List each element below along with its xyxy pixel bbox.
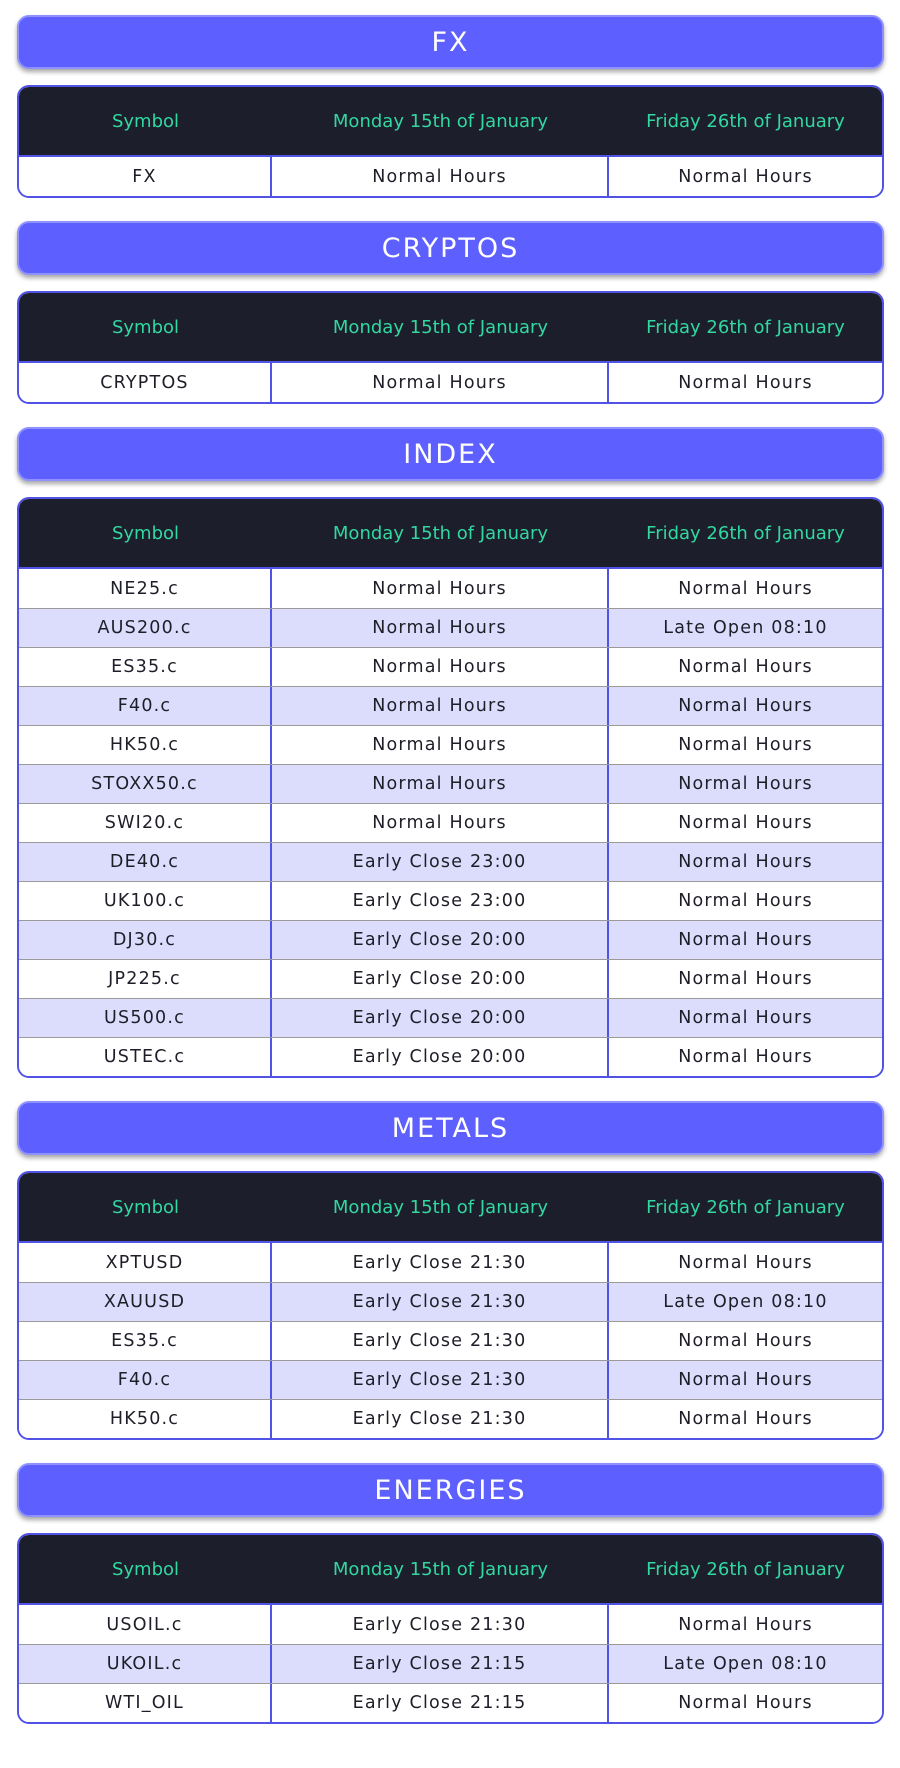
- table-row: [19, 686, 882, 725]
- section-spacer: [17, 404, 884, 427]
- section-spacer: [17, 1440, 884, 1463]
- symbol-cell: USOIL.c: [19, 1605, 272, 1644]
- friday-hours-cell: Normal Hours: [678, 813, 813, 833]
- friday-hours-cell: Normal Hours: [678, 657, 813, 677]
- table-row: [19, 920, 882, 959]
- monday-hours-cell: Normal Hours: [272, 648, 609, 686]
- friday-hours-cell: Normal Hours: [678, 735, 813, 755]
- table-row: [19, 881, 882, 920]
- symbol-cell: DJ30.c: [19, 921, 272, 959]
- schedule-table: [17, 85, 884, 198]
- monday-hours-cell: Normal Hours: [272, 726, 609, 764]
- table-row: [19, 1360, 882, 1399]
- symbol-cell: CRYPTOS: [19, 363, 272, 402]
- monday-hours-cell: Early Close 23:00: [272, 843, 609, 881]
- symbol-cell: SWI20.c: [19, 804, 272, 842]
- monday-hours-cell: Early Close 21:30: [272, 1243, 609, 1282]
- schedule-table: [17, 497, 884, 1078]
- column-header: Symbol: [111, 522, 180, 544]
- section-title: METALS: [17, 1101, 884, 1155]
- table-row: [19, 1605, 882, 1644]
- section-title: ENERGIES: [17, 1463, 884, 1517]
- section-title: FX: [17, 15, 884, 69]
- table-row: [19, 998, 882, 1037]
- monday-hours-cell: Early Close 23:00: [272, 882, 609, 920]
- symbol-cell: F40.c: [19, 1361, 272, 1399]
- holiday-trading-hours: [17, 15, 884, 1724]
- table-header: [19, 1535, 882, 1605]
- monday-hours-cell: Early Close 21:30: [272, 1400, 609, 1438]
- symbol-cell: FX: [19, 157, 272, 196]
- table-row: [19, 725, 882, 764]
- monday-hours-cell: Early Close 21:30: [272, 1283, 609, 1321]
- column-header: Friday 26th of January: [646, 1196, 845, 1218]
- symbol-cell: NE25.c: [19, 569, 272, 608]
- column-header: Friday 26th of January: [646, 110, 845, 132]
- symbol-cell: F40.c: [19, 687, 272, 725]
- table-row: [19, 157, 882, 196]
- table-header: [19, 293, 882, 363]
- column-header: Symbol: [111, 110, 180, 132]
- symbol-cell: ES35.c: [19, 1322, 272, 1360]
- table-body: [19, 1605, 882, 1722]
- table-header: [19, 1173, 882, 1243]
- column-header: Monday 15th of January: [332, 522, 549, 544]
- monday-hours-cell: Early Close 20:00: [272, 960, 609, 998]
- friday-hours-cell: Normal Hours: [678, 1409, 813, 1429]
- friday-hours-cell: Normal Hours: [678, 891, 813, 911]
- table-row: [19, 1683, 882, 1722]
- table-body: [19, 569, 882, 1076]
- table-row: [19, 1282, 882, 1321]
- table-row: [19, 1399, 882, 1438]
- table-row: [19, 842, 882, 881]
- table-body: [19, 157, 882, 196]
- symbol-cell: HK50.c: [19, 726, 272, 764]
- column-header: Friday 26th of January: [646, 522, 845, 544]
- section-title: INDEX: [17, 427, 884, 481]
- monday-hours-cell: Early Close 21:30: [272, 1605, 609, 1644]
- friday-hours-cell: Normal Hours: [678, 166, 813, 187]
- column-header: Symbol: [111, 1196, 180, 1218]
- monday-hours-cell: Normal Hours: [272, 765, 609, 803]
- friday-hours-cell: Normal Hours: [678, 696, 813, 716]
- table-row: [19, 1037, 882, 1076]
- table-row: [19, 764, 882, 803]
- symbol-cell: AUS200.c: [19, 609, 272, 647]
- friday-hours-cell: Normal Hours: [678, 1614, 813, 1635]
- section-cryptos: [17, 221, 884, 427]
- friday-hours-cell: Normal Hours: [678, 1331, 813, 1351]
- symbol-cell: ES35.c: [19, 648, 272, 686]
- monday-hours-cell: Normal Hours: [272, 609, 609, 647]
- table-header: [19, 87, 882, 157]
- friday-hours-cell: Normal Hours: [678, 774, 813, 794]
- column-header: Symbol: [111, 316, 180, 338]
- symbol-cell: USTEC.c: [19, 1038, 272, 1076]
- table-header: [19, 499, 882, 569]
- symbol-cell: DE40.c: [19, 843, 272, 881]
- table-body: [19, 363, 882, 402]
- symbol-cell: HK50.c: [19, 1400, 272, 1438]
- section-title: CRYPTOS: [17, 221, 884, 275]
- friday-hours-cell: Normal Hours: [678, 969, 813, 989]
- section-fx: [17, 15, 884, 221]
- table-row: [19, 608, 882, 647]
- monday-hours-cell: Early Close 20:00: [272, 1038, 609, 1076]
- friday-hours-cell: Normal Hours: [678, 1047, 813, 1067]
- column-header: Monday 15th of January: [332, 1558, 549, 1580]
- column-header: Friday 26th of January: [646, 1558, 845, 1580]
- friday-hours-cell: Normal Hours: [678, 852, 813, 872]
- column-header: Friday 26th of January: [646, 316, 845, 338]
- symbol-cell: XAUUSD: [19, 1283, 272, 1321]
- monday-hours-cell: Normal Hours: [272, 569, 609, 608]
- monday-hours-cell: Early Close 20:00: [272, 921, 609, 959]
- monday-hours-cell: Normal Hours: [272, 687, 609, 725]
- table-row: [19, 803, 882, 842]
- friday-hours-cell: Normal Hours: [678, 1008, 813, 1028]
- symbol-cell: US500.c: [19, 999, 272, 1037]
- friday-hours-cell: Late Open 08:10: [663, 1292, 828, 1312]
- symbol-cell: STOXX50.c: [19, 765, 272, 803]
- table-row: [19, 569, 882, 608]
- column-header: Monday 15th of January: [332, 316, 549, 338]
- friday-hours-cell: Late Open 08:10: [663, 1654, 828, 1674]
- section-metals: [17, 1101, 884, 1463]
- monday-hours-cell: Early Close 21:15: [272, 1645, 609, 1683]
- symbol-cell: UK100.c: [19, 882, 272, 920]
- table-row: [19, 647, 882, 686]
- table-row: [19, 959, 882, 998]
- table-body: [19, 1243, 882, 1438]
- table-row: [19, 1321, 882, 1360]
- monday-hours-cell: Early Close 21:30: [272, 1361, 609, 1399]
- friday-hours-cell: Late Open 08:10: [663, 618, 828, 638]
- symbol-cell: JP225.c: [19, 960, 272, 998]
- friday-hours-cell: Normal Hours: [678, 1370, 813, 1390]
- friday-hours-cell: Normal Hours: [678, 372, 813, 393]
- column-header: Symbol: [111, 1558, 180, 1580]
- symbol-cell: UKOIL.c: [19, 1645, 272, 1683]
- monday-hours-cell: Normal Hours: [272, 804, 609, 842]
- table-row: [19, 1644, 882, 1683]
- friday-hours-cell: Normal Hours: [678, 578, 813, 599]
- column-header: Monday 15th of January: [332, 1196, 549, 1218]
- monday-hours-cell: Early Close 20:00: [272, 999, 609, 1037]
- section-energies: [17, 1463, 884, 1724]
- schedule-table: [17, 1533, 884, 1724]
- column-header: Monday 15th of January: [332, 110, 549, 132]
- table-row: [19, 363, 882, 402]
- monday-hours-cell: Normal Hours: [272, 363, 609, 402]
- schedule-table: [17, 1171, 884, 1440]
- friday-hours-cell: Normal Hours: [678, 1693, 813, 1713]
- section-spacer: [17, 198, 884, 221]
- monday-hours-cell: Normal Hours: [272, 157, 609, 196]
- section-index: [17, 427, 884, 1101]
- symbol-cell: XPTUSD: [19, 1243, 272, 1282]
- friday-hours-cell: Normal Hours: [678, 1252, 813, 1273]
- table-row: [19, 1243, 882, 1282]
- symbol-cell: WTI_OIL: [19, 1684, 272, 1722]
- friday-hours-cell: Normal Hours: [678, 930, 813, 950]
- section-spacer: [17, 1078, 884, 1101]
- monday-hours-cell: Early Close 21:15: [272, 1684, 609, 1722]
- schedule-table: [17, 291, 884, 404]
- monday-hours-cell: Early Close 21:30: [272, 1322, 609, 1360]
